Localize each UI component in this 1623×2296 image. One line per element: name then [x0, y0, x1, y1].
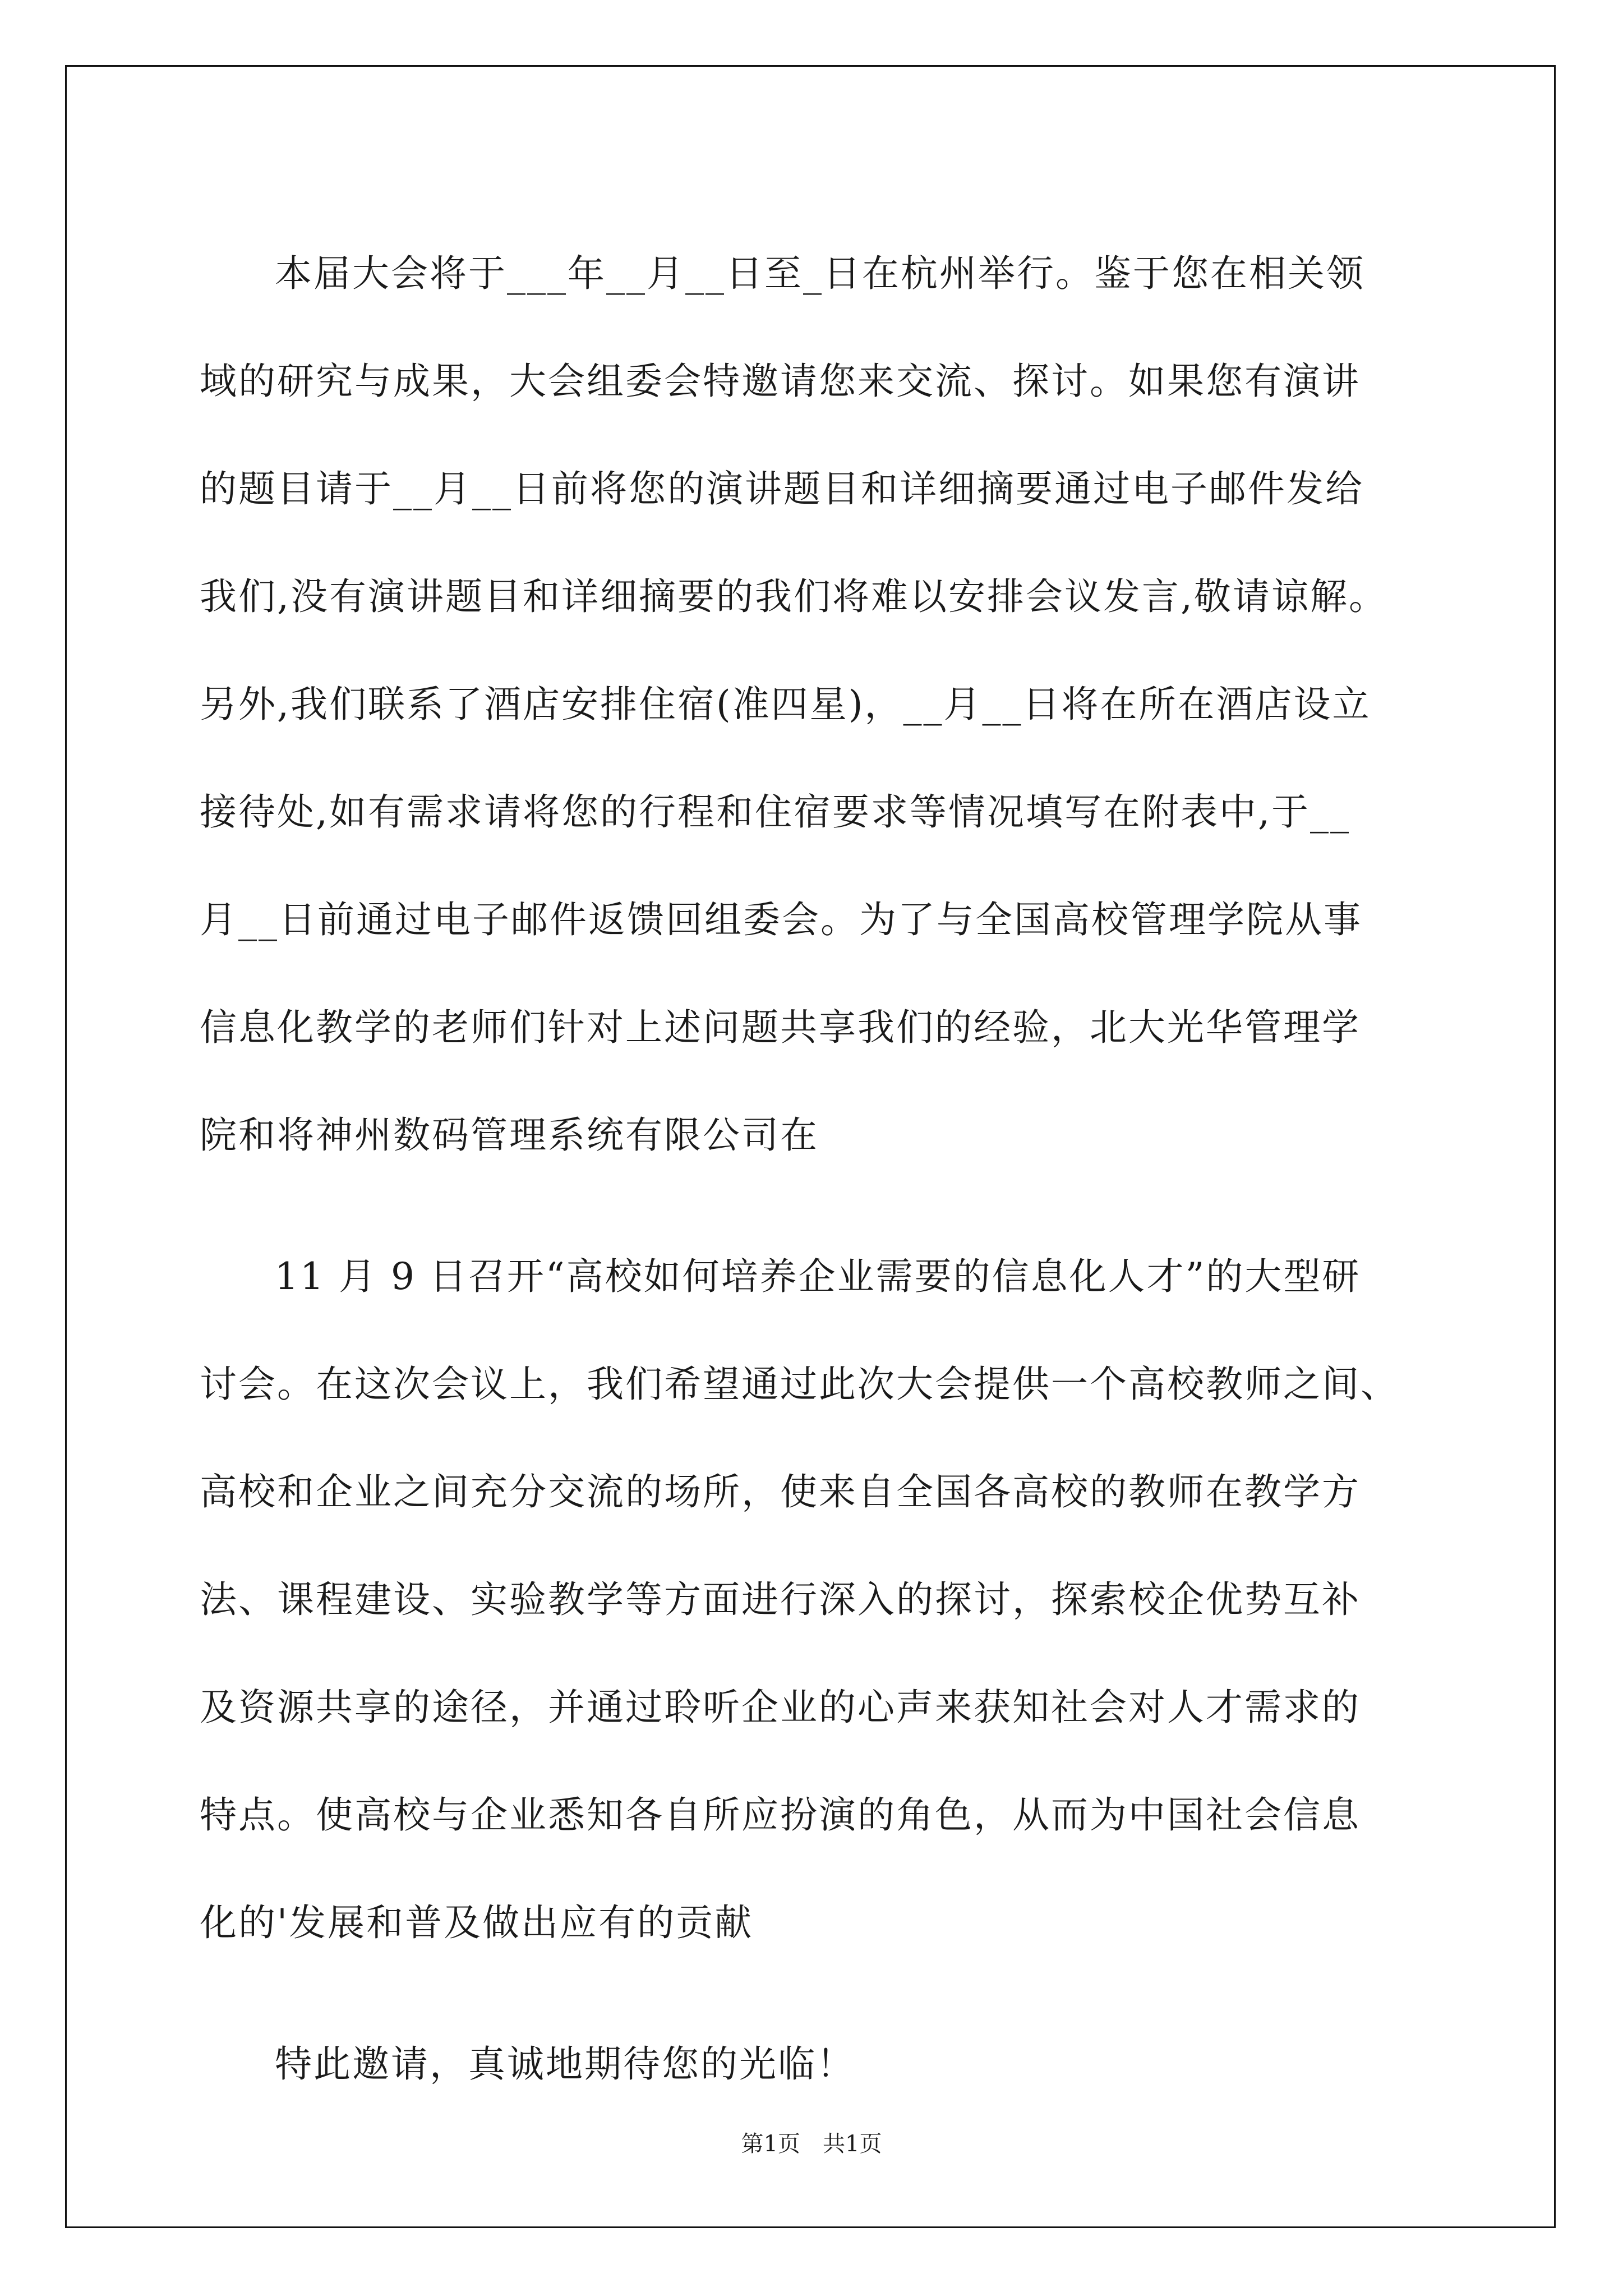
text-line: 域的研究与成果，大会组委会特邀请您来交流、探讨。如果您有演讲: [200, 360, 1361, 403]
document-body: [200, 220, 1439, 2118]
paragraph-3: [200, 2010, 1439, 2118]
text-line: 本届大会将于___年__月__日至_日在杭州举行。鉴于您在相关领: [275, 252, 1365, 295]
text-line: 院和将神州数码管理系统有限公司在: [200, 1114, 819, 1157]
text-line: 我们,没有演讲题目和详细摘要的我们将难以安排会议发言,敬请谅解。: [200, 575, 1387, 618]
text-line: 化的'发展和普及做出应有的贡献: [200, 1901, 754, 1944]
text-line: 特此邀请，真诚地期待您的光临！: [275, 2042, 855, 2086]
text-line: 接待处,如有需求请将您的行程和住宿要求等情况填写在附表中,于__: [200, 790, 1350, 834]
text-line: 11 月 9 日召开“高校如何培养企业需要的信息化人才”的大型研: [275, 1255, 1361, 1298]
paragraph-spacer: [200, 1189, 1439, 1223]
text-line: 特点。使高校与企业悉知各自所应扮演的角色，从而为中国社会信息: [200, 1793, 1361, 1837]
page-footer: 第1页 共1页: [741, 2131, 882, 2157]
text-line: 信息化教学的老师们针对上述问题共享我们的经验，北大光华管理学: [200, 1006, 1361, 1049]
paragraph-2: [200, 1223, 1439, 1977]
text-line: 月__日前通过电子邮件返馈回组委会。为了与全国高校管理学院从事: [200, 898, 1362, 941]
text-line: 的题目请于__月__日前将您的演讲题目和详细摘要通过电子邮件发给: [200, 467, 1364, 510]
text-line: 讨会。在这次会议上，我们希望通过此次大会提供一个高校教师之间、: [200, 1363, 1399, 1406]
text-line: 及资源共享的途径，并通过聆听企业的心声来获知社会对人才需求的: [200, 1686, 1361, 1729]
text-line: 另外,我们联系了酒店安排住宿(准四星)，__月__日将在所在酒店设立: [200, 683, 1371, 726]
text-line: 高校和企业之间充分交流的场所，使来自全国各高校的教师在教学方: [200, 1470, 1361, 1513]
paragraph-1: [200, 220, 1439, 1189]
paragraph-spacer: [200, 1977, 1439, 2010]
text-line: 法、课程建设、实验教学等方面进行深入的探讨，探索校企优势互补: [200, 1578, 1361, 1621]
